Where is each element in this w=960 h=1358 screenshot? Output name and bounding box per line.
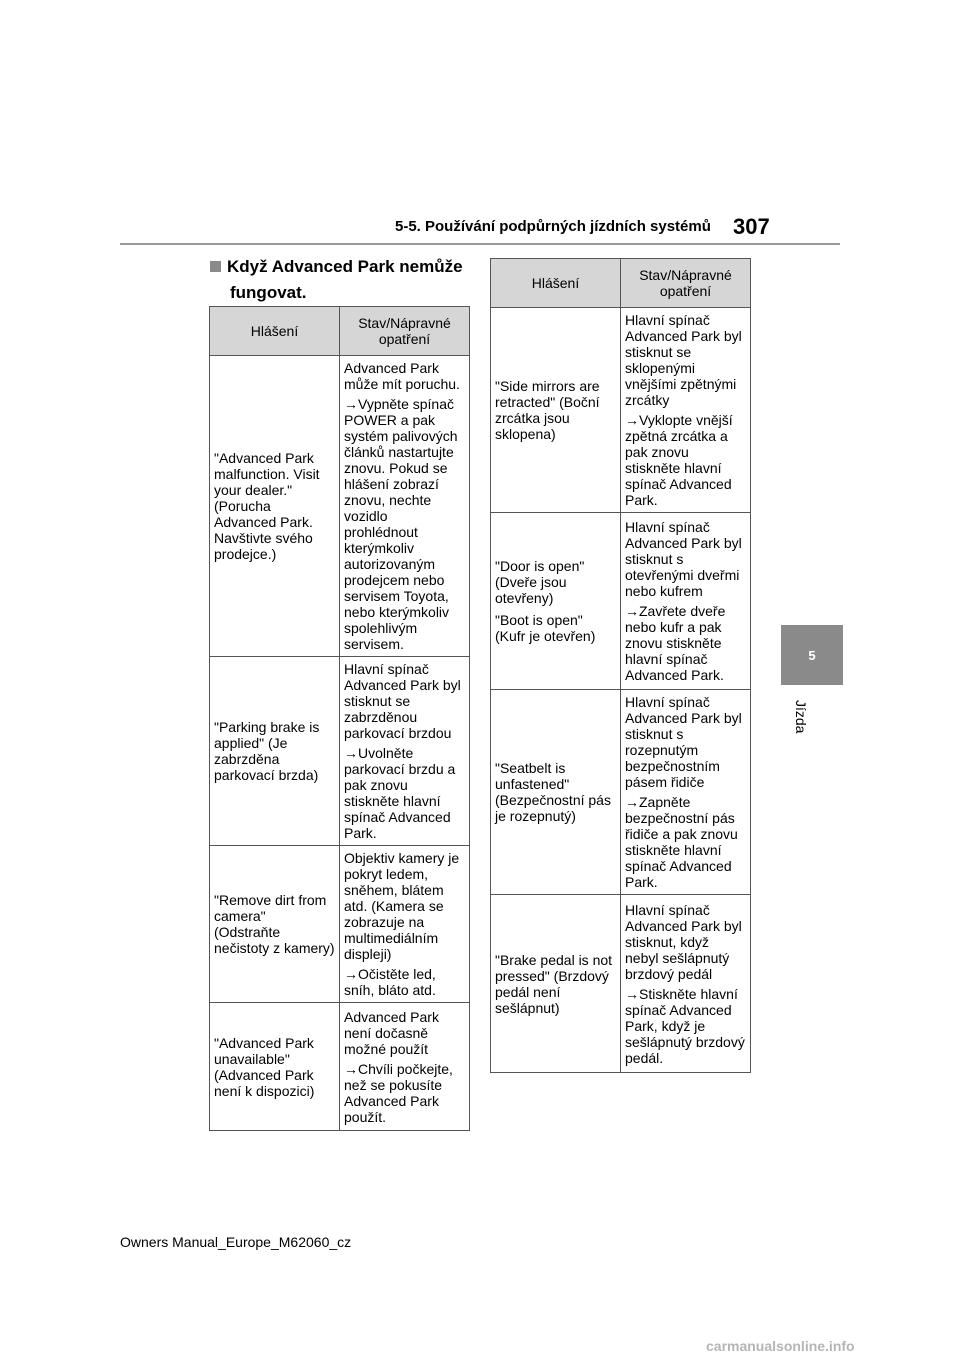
action-text: →Vyklopte vnější zpětná zrcátka a pak znovu stiskněte hlavní spínač Advanced Park. — [625, 412, 733, 508]
right-message-table — [490, 258, 751, 1073]
status-cell — [340, 356, 470, 657]
action-text: →Zavřete dveře nebo kufr a pak znovu stiskněte hlavní spínač Advanced Park. — [625, 603, 726, 683]
status-text: Hlavní spínač Advanced Park byl stisknut se zabrzděnou parkovací brzdou — [344, 661, 461, 741]
message-cell: "Parking brake is applied" (Je zabrzděna parkovací brzda) — [210, 657, 340, 846]
status-text: Advanced Park není dočasně možné použít — [344, 1008, 439, 1057]
square-bullet-icon — [210, 261, 221, 272]
header-status: Stav/Nápravné opatření — [621, 259, 751, 308]
chapter-number: 5 — [808, 647, 816, 663]
status-text: Advanced Park může mít poruchu. — [344, 360, 460, 392]
message-cell: "Brake pedal is not pressed" (Brzdový pedál není sešlápnut) — [491, 895, 621, 1073]
table-row — [210, 1003, 470, 1131]
status-cell — [340, 846, 470, 1003]
table-row — [210, 356, 470, 657]
message-cell: "Remove dirt from camera" (Odstraňte nečistoty z kamery) — [210, 846, 340, 1003]
action-text: →Zapněte bezpečnostní pás řidiče a pak znovu stiskněte hlavní spínač Advanced Park. — [625, 794, 738, 890]
message-cell: "Side mirrors are retracted" (Boční zrcátka jsou sklopena) — [491, 308, 621, 513]
message-cell: "Advanced Park unavailable" (Advanced Park není k dispozici) — [210, 1003, 340, 1131]
page-number: 307 — [733, 214, 770, 239]
message-text: "Door is open" (Dveře jsou otevřeny) — [495, 558, 585, 606]
status-text: Objektiv kamery je pokryt ledem, sněhem, blátem atd. (Kamera se zobrazuje na multimediálním displeji) — [344, 850, 460, 962]
section-heading-line2: fungovat. — [230, 283, 307, 302]
message-cell: "Seatbelt is unfastened" (Bezpečnostní pás je rozepnutý) — [491, 690, 621, 895]
table-row — [491, 690, 751, 895]
status-cell — [621, 895, 751, 1073]
table-header-row — [491, 259, 751, 308]
header-message: Hlášení — [491, 259, 621, 308]
action-text: →Očistěte led, sníh, bláto atd. — [344, 966, 436, 998]
watermark: carmanualsonline.info — [706, 1338, 855, 1354]
table-row — [491, 895, 751, 1073]
table-header-row — [210, 307, 470, 356]
status-text: Hlavní spínač Advanced Park byl stisknut s rozepnutým bezpečnostním pásem řidiče — [625, 694, 742, 790]
action-text: →Vypněte spínač POWER a pak systém palivových článků nastartujte znovu. Pokud se hlášení zobrazí znovu, nechte vozidlo prohlédnout kterýmkoliv autorizovaným prodejcem nebo servisem Toyota, nebo kterýmkoliv spolehlivým servisem. — [344, 396, 458, 652]
status-text: Hlavní spínač Advanced Park byl stisknut s otevřenými dveřmi nebo kufrem — [625, 519, 742, 599]
action-text: →Uvolněte parkovací brzdu a pak znovu stiskněte hlavní spínač Advanced Park. — [344, 745, 456, 841]
left-message-table — [209, 306, 470, 1131]
status-cell — [340, 657, 470, 846]
table-row — [491, 513, 751, 690]
header-divider — [120, 243, 840, 245]
status-cell — [340, 1003, 470, 1131]
table-row — [491, 308, 751, 513]
chapter-label: Jízda — [793, 700, 809, 734]
footer-text: Owners Manual_Europe_M62060_cz — [120, 1234, 352, 1250]
section-heading-line1: Když Advanced Park nemůže — [227, 257, 463, 276]
message-cell: "Advanced Park malfunction. Visit your dealer." (Porucha Advanced Park. Navštivte svého prodejce.) — [210, 356, 340, 657]
message-text-secondary: "Boot is open" (Kufr je otevřen) — [495, 612, 596, 644]
status-cell — [621, 690, 751, 895]
action-text: →Chvíli počkejte, než se pokusíte Advanced Park použít. — [344, 1060, 453, 1125]
action-text: →Stiskněte hlavní spínač Advanced Park, když je sešlápnutý brzdový pedál. — [625, 985, 745, 1066]
message-cell — [491, 513, 621, 690]
header-message: Hlášení — [210, 307, 340, 356]
header-status: Stav/Nápravné opatření — [340, 307, 470, 356]
chapter-tab — [781, 625, 843, 685]
status-text: Hlavní spínač Advanced Park byl stisknut se sklopenými vnějšími zpětnými zrcátky — [625, 312, 742, 408]
status-text: Hlavní spínač Advanced Park byl stisknut, když nebyl sešlápnutý brzdový pedál — [625, 901, 742, 982]
header-title: 5-5. Používání podpůrných jízdních systémů — [395, 218, 711, 235]
table-row — [210, 657, 470, 846]
table-row — [210, 846, 470, 1003]
section-heading — [210, 254, 490, 306]
status-cell — [621, 308, 751, 513]
status-cell — [621, 513, 751, 690]
